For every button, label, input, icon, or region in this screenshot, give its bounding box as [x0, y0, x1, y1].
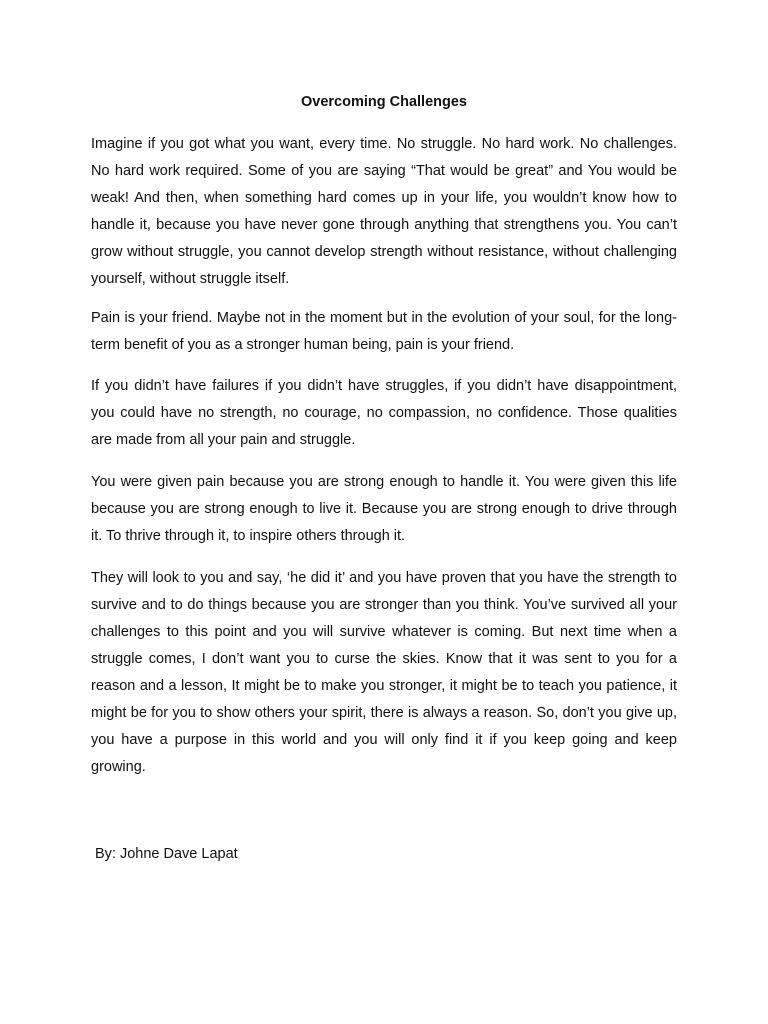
paragraph-3: If you didn’t have failures if you didn’t have struggles, if you didn’t have disappointment, you could have no strength, no courage, no compassion, no confidence. Those qualities are made from all your pain and struggle.	[91, 378, 677, 448]
paragraph-1: Imagine if you got what you want, every time. No struggle. No hard work. No challenges. No hard work required. Some of you are saying “That would be great” and You would be weak! And then, when something hard comes up in your life, you wouldn’t know how to handle it, because you have never gone through anything that strengthens you. You can’t grow without struggle, you cannot develop strength without resistance, without challenging yourself, without struggle itself.	[91, 136, 677, 287]
paragraph-4: You were given pain because you are strong enough to handle it. You were given this life because you are strong enough to live it. Because you are strong enough to drive through it. To thrive through it, to inspire others through it.	[91, 474, 677, 544]
document-body	[91, 131, 677, 793]
author-byline: By: Johne Dave Lapat	[95, 846, 238, 862]
paragraph-2: Pain is your friend. Maybe not in the moment but in the evolution of your soul, for the long-term benefit of you as a stronger human being, pain is your friend.	[91, 310, 677, 353]
document-title: Overcoming Challenges	[301, 94, 467, 110]
paragraph-5: They will look to you and say, ‘he did it’ and you have proven that you have the strength to survive and to do things because you are stronger than you think. You’ve survived all your challenges to this point and you will survive whatever is coming. But next time when a struggle comes, I don’t want you to curse the skies. Know that it was sent to you for a reason and a lesson, It might be to make you stronger, it might be to teach you patience, it might be for you to show others your spirit, there is always a reason. So, don’t you give up, you have a purpose in this world and you will only find it if you keep going and keep growing.	[91, 570, 677, 775]
